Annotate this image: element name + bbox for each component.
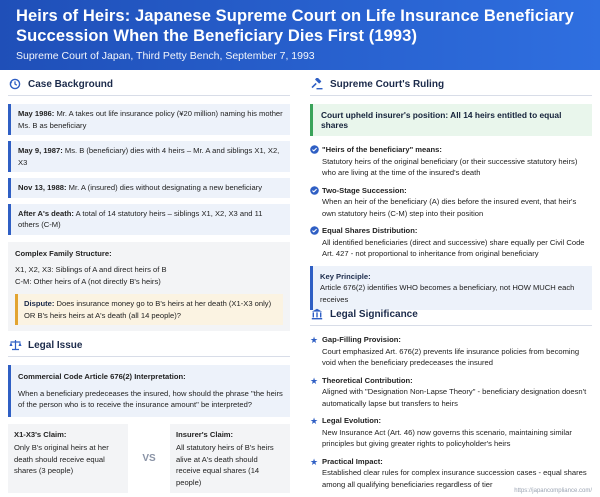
timeline-date: After A's death: bbox=[18, 208, 74, 218]
family-line: X1, X2, X3: Siblings of A and direct heirs of B bbox=[15, 265, 167, 274]
interpretation-box bbox=[8, 365, 290, 417]
significance-text: Court emphasized Art. 676(2) prevents life insurance policies from becoming void when the beneficiary predeceases the insured bbox=[322, 346, 580, 367]
timeline-item bbox=[8, 104, 290, 135]
timeline-item bbox=[8, 141, 290, 172]
significance-heading: Theoretical Contribution: bbox=[322, 375, 413, 385]
timeline-item bbox=[8, 178, 290, 198]
timeline-text: Mr. A (insured) dies without designating a new beneficiary bbox=[68, 183, 262, 192]
timeline-date: May 9, 1987: bbox=[18, 146, 63, 155]
check-circle-icon bbox=[310, 185, 322, 220]
ruling-point-heading: Equal Shares Distribution: bbox=[322, 226, 418, 235]
ruling-point bbox=[310, 225, 592, 260]
case-background-section bbox=[8, 78, 290, 331]
ruling-point bbox=[310, 144, 592, 179]
claimant-claim-box bbox=[8, 424, 128, 494]
interpretation-heading: Commercial Code Article 676(2) Interpretation: bbox=[18, 372, 186, 381]
page-header bbox=[0, 0, 600, 70]
timeline-item bbox=[8, 204, 290, 235]
interpretation-text: When a beneficiary predeceases the insured, how should the phrase "the heirs of the person who is to receive the insurance amount" be interpreted? bbox=[18, 388, 283, 409]
footer-url: https://japancompliance.com/ bbox=[514, 488, 592, 494]
star-icon: ★ bbox=[310, 456, 319, 467]
legal-significance-title: Legal Significance bbox=[330, 308, 418, 320]
ruling-point bbox=[310, 185, 592, 220]
legal-issue-section bbox=[8, 339, 290, 493]
ruling-point-heading: Two-Stage Succession: bbox=[322, 185, 407, 195]
ruling-heading bbox=[310, 78, 592, 96]
timeline-text: A total of 14 statutory heirs – siblings X1, X2, X3 and 11 others (C-M) bbox=[18, 208, 263, 229]
significance-heading: Gap-Filling Provision: bbox=[322, 335, 401, 344]
family-structure-heading: Complex Family Structure: bbox=[15, 248, 112, 258]
dispute-box bbox=[15, 294, 283, 325]
legal-significance-heading bbox=[310, 308, 592, 326]
insurer-claim-box bbox=[170, 424, 290, 494]
significance-text: New Insurance Act (Art. 46) now governs this scenario, maintaining similar principles but giving greater rights to policyholder's heirs bbox=[322, 427, 572, 448]
key-principle-box bbox=[310, 266, 592, 311]
family-structure-box bbox=[8, 242, 290, 332]
ruling-point-text: All identified beneficiaries (direct and successive) share equally per Civil Code Art. 427 - not proportional to inheritance from original beneficiary bbox=[322, 237, 585, 258]
timeline-date: Nov 13, 1988: bbox=[18, 183, 67, 192]
dispute-text: Does insurance money go to B's heirs at her death (X1-X3 only) OR B's heirs heirs at A's death (all 14 people)? bbox=[24, 299, 272, 320]
claim-text: Only B's original heirs at her death should receive equal shares (3 people) bbox=[14, 443, 109, 475]
claim-text: All statutory heirs of B's heirs alive at A's death should receive equal shares (14 people) bbox=[176, 443, 274, 487]
ruling-section bbox=[310, 78, 592, 310]
check-circle-icon bbox=[310, 225, 322, 260]
significance-point bbox=[310, 415, 592, 450]
ruling-title: Supreme Court's Ruling bbox=[330, 78, 445, 90]
ruling-point-text: When an heir of the beneficiary (A) dies before the insured event, that heir's own statutory heirs (C-M) step into their position bbox=[322, 197, 577, 218]
scales-icon bbox=[8, 338, 22, 352]
claim-heading: Insurer's Claim: bbox=[176, 429, 234, 439]
page-subtitle: Supreme Court of Japan, Third Petty Bench, September 7, 1993 bbox=[16, 50, 315, 62]
significance-heading: Legal Evolution: bbox=[322, 416, 382, 425]
significance-text: Established clear rules for complex insurance succession cases - equal shares among all qualifying beneficiaries regardless of tier bbox=[322, 468, 587, 489]
legal-issue-title: Legal Issue bbox=[28, 339, 83, 351]
significance-point bbox=[310, 456, 592, 491]
versus-label: VS bbox=[142, 452, 156, 464]
legal-issue-heading bbox=[8, 339, 290, 357]
timeline-date: May 1986: bbox=[18, 109, 55, 118]
history-icon bbox=[8, 77, 22, 91]
check-circle-icon bbox=[310, 144, 322, 179]
ruling-outcome-banner: Court upheld insurer's position: All 14 heirs entitled to equal shares bbox=[310, 104, 592, 136]
case-background-title: Case Background bbox=[28, 78, 114, 90]
gavel-icon bbox=[310, 77, 324, 91]
case-background-heading bbox=[8, 78, 290, 96]
timeline-text: Ms. B (beneficiary) dies with 4 heirs – Mr. A and siblings X1, X2, X3 bbox=[18, 146, 280, 167]
family-line: C-M: Other heirs of A (not directly B's heirs) bbox=[15, 276, 161, 286]
key-principle-label: Key Principle: bbox=[320, 271, 371, 281]
key-principle-text: Article 676(2) identifies WHO becomes a beneficiary, not HOW MUCH each receives bbox=[320, 283, 575, 304]
ruling-point-heading: "Heirs of the beneficiary" means: bbox=[322, 145, 442, 154]
claims-row bbox=[8, 424, 290, 494]
significance-heading: Practical Impact: bbox=[322, 456, 383, 466]
page-title: Heirs of Heirs: Japanese Supreme Court on Life Insurance Beneficiary Succession When the Beneficiary Dies First (1993) bbox=[16, 7, 574, 45]
ruling-point-text: Statutory heirs of the original beneficiary (or their successive statutory heirs) who are living at the time of the insured's death bbox=[322, 156, 578, 177]
significance-text: Aligned with "Designation Non-Lapse Theory" - beneficiary designation doesn't automatically lapse but transfers to heirs bbox=[322, 387, 587, 408]
star-icon: ★ bbox=[310, 416, 319, 426]
timeline-text: Mr. A takes out life insurance policy (¥20 million) naming his mother Ms. B as beneficiary bbox=[18, 109, 283, 130]
significance-point bbox=[310, 375, 592, 410]
star-icon: ★ bbox=[310, 375, 319, 386]
star-icon: ★ bbox=[310, 335, 319, 345]
claim-heading: X1-X3's Claim: bbox=[14, 429, 67, 439]
legal-significance-section bbox=[310, 308, 592, 496]
dispute-label: Dispute: bbox=[24, 299, 55, 308]
bank-icon bbox=[310, 307, 324, 321]
significance-point bbox=[310, 334, 592, 369]
